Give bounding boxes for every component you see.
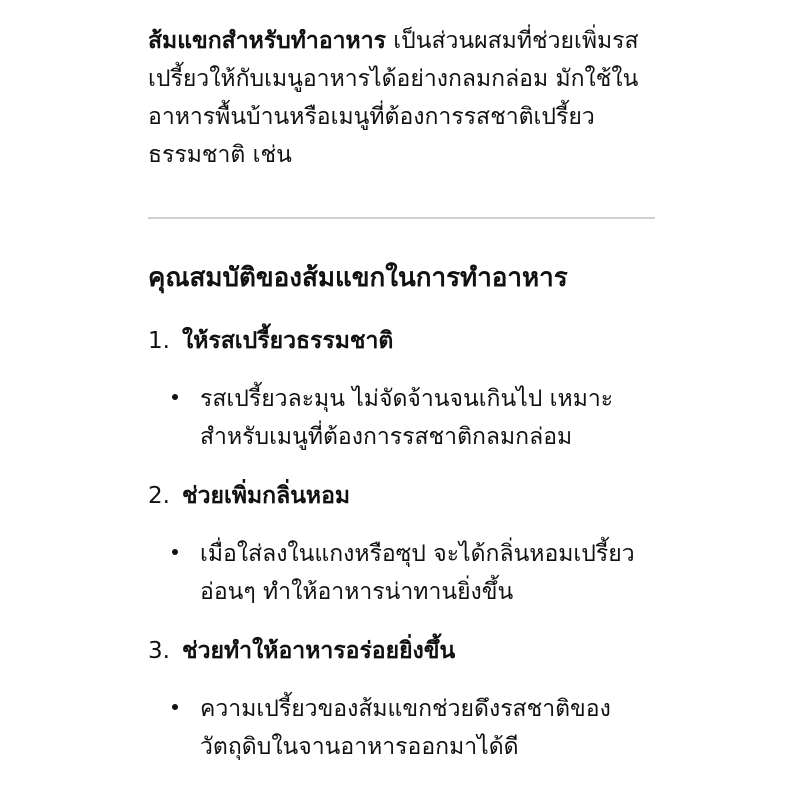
- item-title: ให้รสเปรี้ยวธรรมชาติ: [182, 328, 394, 354]
- item-number: 3.: [148, 638, 170, 664]
- section-divider: [148, 217, 655, 219]
- numbered-item-1: [148, 323, 393, 359]
- item-number: 1.: [148, 328, 170, 354]
- bullet-icon: [172, 704, 178, 710]
- bullet-icon: [172, 394, 178, 400]
- intro-block: [148, 22, 668, 174]
- bullet-text: ความเปรี้ยวของส้มแขกช่วยดึงรสชาติของวัตถุดิบในจานอาหารออกมาได้ดี: [200, 696, 611, 760]
- item-title: ช่วยเพิ่มกลิ่นหอม: [182, 483, 351, 509]
- bullet-item-1: [172, 380, 642, 456]
- intro-paragraph: [148, 22, 668, 174]
- item-number: 2.: [148, 483, 170, 509]
- item-title: ช่วยทำให้อาหารอร่อยยิ่งขึ้น: [182, 638, 456, 664]
- bullet-item-2: [172, 535, 642, 611]
- section-heading: คุณสมบัติของส้มแขกในการทำอาหาร: [148, 263, 568, 293]
- numbered-item-2: [148, 478, 350, 514]
- bullet-text: เมื่อใส่ลงในแกงหรือซุป จะได้กลิ่นหอมเปรี้ยวอ่อนๆ ทำให้อาหารน่าทานยิ่งขึ้น: [200, 541, 635, 605]
- bullet-text: รสเปรี้ยวละมุน ไม่จัดจ้านจนเกินไป เหมาะสำหรับเมนูที่ต้องการรสชาติกลมกล่อม: [200, 386, 614, 450]
- intro-lead: ส้มแขกสำหรับทำอาหาร: [148, 28, 386, 54]
- bullet-icon: [172, 549, 178, 555]
- numbered-item-3: [148, 633, 455, 669]
- bullet-item-3: [172, 690, 642, 766]
- intro-body: เป็นส่วนผสมที่ช่วยเพิ่มรสเปรี้ยวให้กับเมนูอาหารได้อย่างกลมกล่อม มักใช้ในอาหารพื้นบ้านหรือเมนูที่ต้องการรสชาติเปรี้ยวธรรมชาติ เช่น: [148, 28, 639, 168]
